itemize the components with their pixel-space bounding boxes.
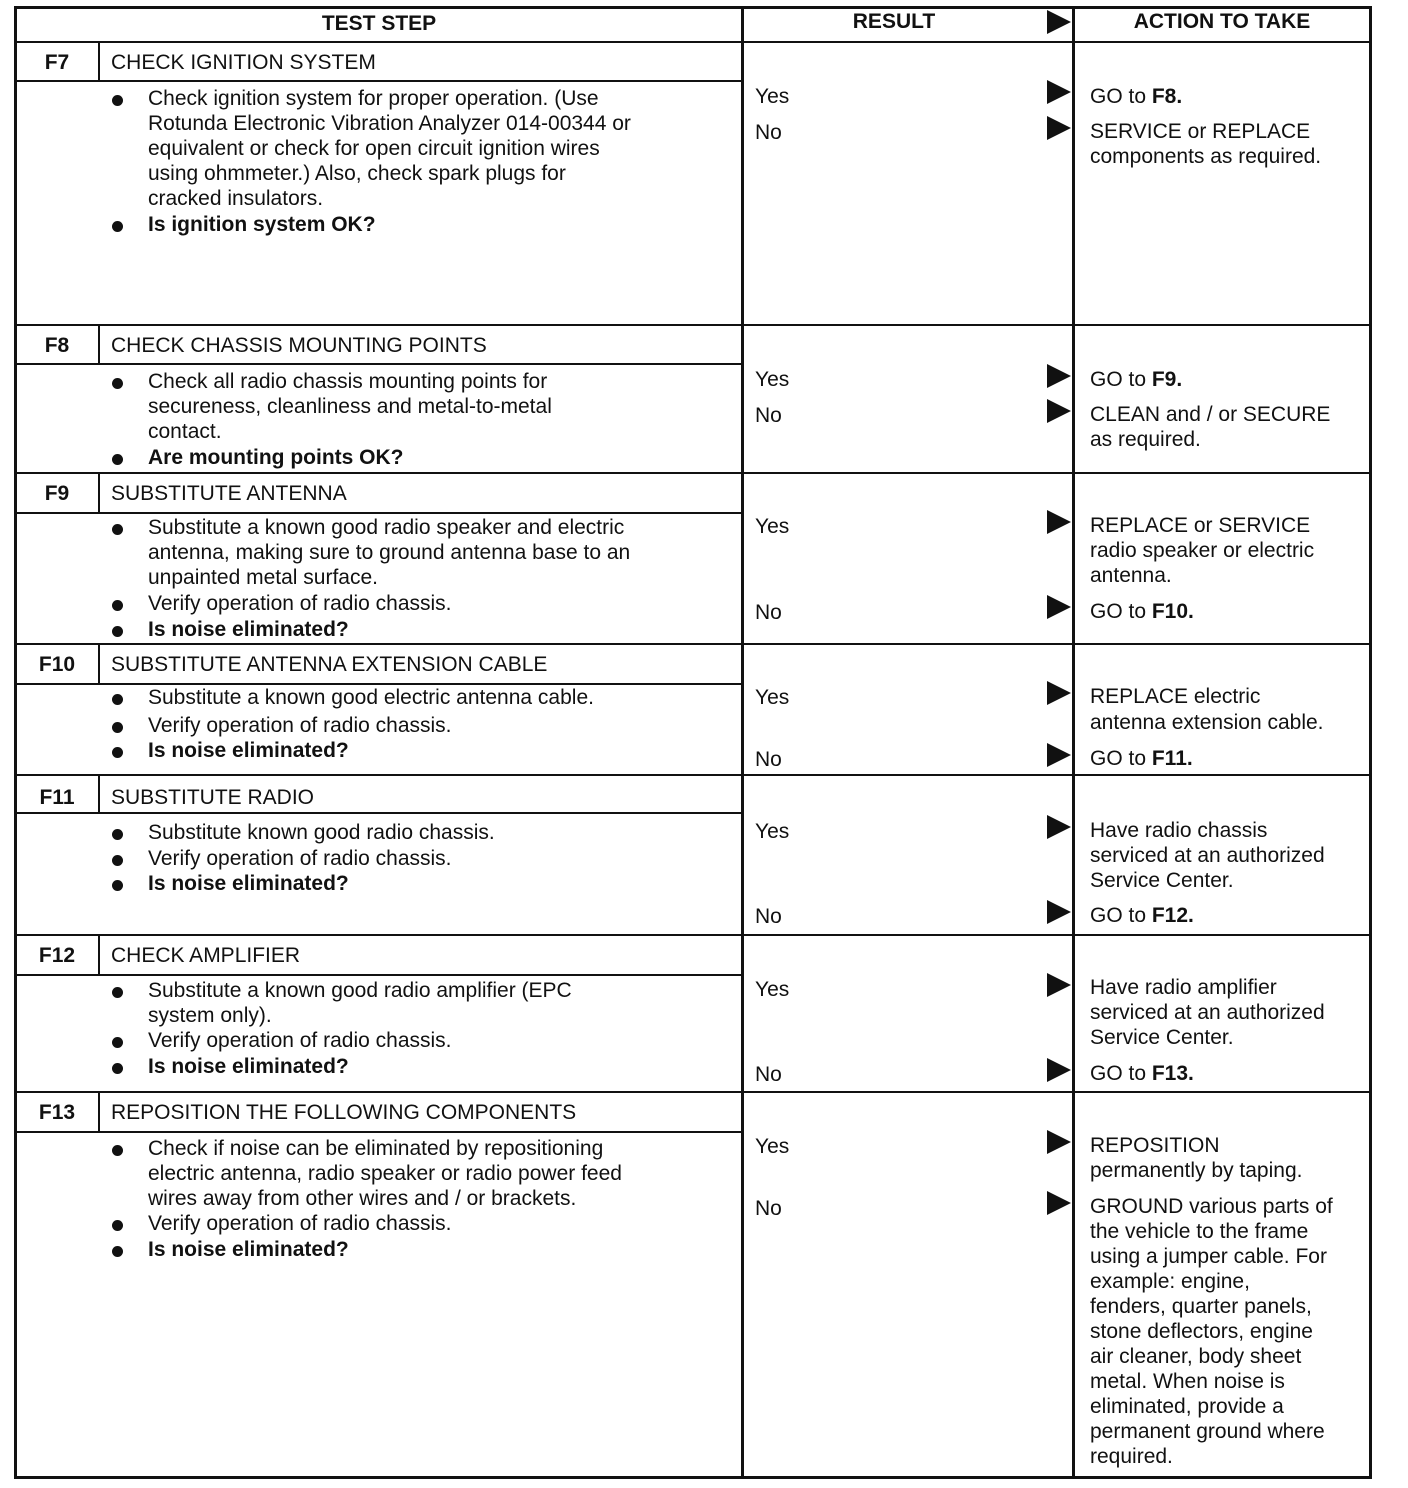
title-box-bottom — [16, 363, 742, 365]
result-no: No — [755, 748, 782, 771]
header-bottom-border — [16, 41, 1372, 43]
title-box-divider — [98, 776, 100, 813]
action-no: as required. — [1090, 428, 1201, 451]
action-yes: REPLACE or SERVICE — [1090, 514, 1311, 537]
bullet-icon — [112, 1220, 123, 1231]
result-no: No — [755, 905, 782, 928]
row-separator — [16, 774, 1372, 776]
action-yes: GO to F8. — [1090, 85, 1183, 108]
step-title-f10: SUBSTITUTE ANTENNA EXTENSION CABLE — [111, 653, 548, 676]
step-line: system only). — [148, 1004, 272, 1027]
bullet-icon — [112, 1037, 123, 1048]
result-no: No — [755, 601, 782, 624]
action-no: GO to F13. — [1090, 1062, 1194, 1085]
action-no: GO to F10. — [1090, 600, 1194, 623]
step-line: Substitute a known good radio speaker and electric — [148, 516, 625, 539]
step-line: contact. — [148, 420, 222, 443]
action-no: the vehicle to the frame — [1090, 1220, 1309, 1243]
step-question: Is noise eliminated? — [148, 739, 349, 762]
action-no: required. — [1090, 1445, 1173, 1468]
step-question: Are mounting points OK? — [148, 446, 404, 469]
title-box-divider — [98, 936, 100, 975]
action-no: SERVICE or REPLACE — [1090, 120, 1311, 143]
arrow-icon — [1047, 1130, 1071, 1154]
step-line: Check ignition system for proper operation. (Use — [148, 87, 599, 110]
step-line: Substitute a known good electric antenna cable. — [148, 686, 594, 709]
step-id-f9: F9 — [44, 482, 70, 505]
result-no: No — [755, 1197, 782, 1220]
title-box-bottom — [16, 812, 742, 814]
step-line: Substitute a known good radio amplifier (EPC — [148, 979, 572, 1002]
bullet-icon — [112, 747, 123, 758]
step-line: cracked insulators. — [148, 187, 324, 210]
action-yes: serviced at an authorized — [1090, 1001, 1325, 1024]
arrow-icon — [1047, 510, 1071, 534]
arrow-icon — [1047, 973, 1071, 997]
bullet-icon — [112, 1246, 123, 1257]
title-box-bottom — [16, 974, 742, 976]
action-no: CLEAN and / or SECURE — [1090, 403, 1331, 426]
action-no: permanent ground where — [1090, 1420, 1325, 1443]
arrow-icon — [1047, 681, 1071, 705]
step-title-f8: CHECK CHASSIS MOUNTING POINTS — [111, 334, 487, 357]
bullet-icon — [112, 378, 123, 389]
action-yes: Service Center. — [1090, 1026, 1234, 1049]
title-box-divider — [98, 1093, 100, 1132]
action-no: metal. When noise is — [1090, 1370, 1285, 1393]
arrow-icon — [1047, 399, 1071, 423]
step-title-f7: CHECK IGNITION SYSTEM — [111, 51, 376, 74]
action-yes: REPOSITION — [1090, 1134, 1220, 1157]
step-line: equivalent or check for open circuit ignition wires — [148, 137, 600, 160]
action-no: example: engine, — [1090, 1270, 1250, 1293]
bullet-icon — [112, 600, 123, 611]
title-box-divider — [98, 645, 100, 684]
title-box-divider — [98, 326, 100, 364]
arrow-icon — [1047, 1058, 1071, 1082]
bullet-icon — [112, 524, 123, 535]
step-id-f12: F12 — [38, 944, 76, 967]
row-separator — [16, 1091, 1372, 1093]
action-no: GO to F11. — [1090, 747, 1193, 770]
result-yes: Yes — [755, 820, 790, 843]
action-no: air cleaner, body sheet — [1090, 1345, 1302, 1368]
bullet-icon — [112, 722, 123, 733]
bullet-icon — [112, 880, 123, 891]
arrow-icon — [1047, 80, 1071, 104]
step-title-f12: CHECK AMPLIFIER — [111, 944, 301, 967]
arrow-icon — [1047, 116, 1071, 140]
action-no: stone deflectors, engine — [1090, 1320, 1313, 1343]
action-column-divider — [1072, 6, 1075, 1479]
arrow-icon — [1047, 815, 1071, 839]
action-yes: GO to F9. — [1090, 368, 1183, 391]
step-line: Substitute known good radio chassis. — [148, 821, 495, 844]
arrow-icon — [1047, 900, 1071, 924]
result-no: No — [755, 1063, 782, 1086]
action-yes: antenna extension cable. — [1090, 711, 1324, 734]
row-separator — [16, 643, 1372, 645]
table-right-border — [1369, 6, 1372, 1479]
title-box-divider — [98, 474, 100, 513]
step-question: Is noise eliminated? — [148, 1238, 349, 1261]
step-line: Verify operation of radio chassis. — [148, 714, 452, 737]
step-question: Is noise eliminated? — [148, 872, 349, 895]
step-line: antenna, making sure to ground antenna base to an — [148, 541, 631, 564]
arrow-icon — [1047, 743, 1071, 767]
action-no: using a jumper cable. For — [1090, 1245, 1327, 1268]
header-test-step: TEST STEP — [321, 12, 437, 35]
step-line: using ohmmeter.) Also, check spark plugs for — [148, 162, 566, 185]
table-left-border — [14, 6, 17, 1479]
bullet-icon — [112, 855, 123, 866]
action-no: components as required. — [1090, 145, 1322, 168]
step-question: Is ignition system OK? — [148, 213, 376, 236]
bullet-icon — [112, 1063, 123, 1074]
result-no: No — [755, 121, 782, 144]
step-line: Verify operation of radio chassis. — [148, 1029, 452, 1052]
step-line: Check if noise can be eliminated by repositioning — [148, 1137, 604, 1160]
result-yes: Yes — [755, 1135, 790, 1158]
action-yes: antenna. — [1090, 564, 1172, 587]
step-line: Check all radio chassis mounting points for — [148, 370, 548, 393]
step-id-f11: F11 — [39, 786, 75, 809]
bullet-icon — [112, 454, 123, 465]
step-line: unpainted metal surface. — [148, 566, 378, 589]
action-yes: Service Center. — [1090, 869, 1234, 892]
step-line: Verify operation of radio chassis. — [148, 1212, 452, 1235]
bullet-icon — [112, 694, 123, 705]
action-yes: permanently by taping. — [1090, 1159, 1303, 1182]
header-result: RESULT — [852, 10, 936, 33]
action-yes: serviced at an authorized — [1090, 844, 1325, 867]
step-question: Is noise eliminated? — [148, 1055, 349, 1078]
step-line: wires away from other wires and / or brackets. — [148, 1187, 577, 1210]
table-bottom-border — [16, 1476, 1372, 1479]
row-separator — [16, 324, 1372, 326]
step-question: Is noise eliminated? — [148, 618, 349, 641]
bullet-icon — [112, 987, 123, 998]
action-no: GO to F12. — [1090, 904, 1194, 927]
step-title-f13: REPOSITION THE FOLLOWING COMPONENTS — [111, 1101, 577, 1124]
action-yes: Have radio chassis — [1090, 819, 1268, 842]
arrow-icon — [1047, 364, 1071, 388]
result-no: No — [755, 404, 782, 427]
result-yes: Yes — [755, 978, 790, 1001]
step-line: Rotunda Electronic Vibration Analyzer 014-00344 or — [148, 112, 631, 135]
result-yes: Yes — [755, 515, 790, 538]
step-id-f10: F10 — [38, 653, 76, 676]
title-box-bottom — [16, 1131, 742, 1133]
step-id-f8: F8 — [44, 334, 70, 357]
step-line: secureness, cleanliness and metal-to-metal — [148, 395, 552, 418]
step-line: electric antenna, radio speaker or radio power feed — [148, 1162, 622, 1185]
result-yes: Yes — [755, 85, 790, 108]
bullet-icon — [112, 829, 123, 840]
header-action: ACTION TO TAKE — [1133, 10, 1311, 33]
result-column-divider — [741, 6, 744, 1479]
action-yes: Have radio amplifier — [1090, 976, 1277, 999]
step-line: Verify operation of radio chassis. — [148, 847, 452, 870]
action-yes: REPLACE electric — [1090, 685, 1261, 708]
row-separator — [16, 934, 1372, 936]
action-yes: radio speaker or electric — [1090, 539, 1315, 562]
arrow-icon — [1047, 1191, 1071, 1215]
step-id-f7: F7 — [44, 51, 70, 74]
result-yes: Yes — [755, 686, 790, 709]
step-id-f13: F13 — [38, 1101, 76, 1124]
title-box-bottom — [16, 80, 742, 82]
action-no: fenders, quarter panels, — [1090, 1295, 1312, 1318]
action-no: eliminated, provide a — [1090, 1395, 1284, 1418]
result-yes: Yes — [755, 368, 790, 391]
bullet-icon — [112, 221, 123, 232]
bullet-icon — [112, 95, 123, 106]
row-separator — [16, 472, 1372, 474]
step-title-f11: SUBSTITUTE RADIO — [111, 786, 315, 809]
table-top-border — [16, 6, 1372, 9]
action-no: GROUND various parts of — [1090, 1195, 1333, 1218]
header-arrow-icon — [1047, 10, 1071, 34]
title-box-divider — [98, 43, 100, 81]
title-box-bottom — [16, 512, 742, 514]
bullet-icon — [112, 626, 123, 637]
bullet-icon — [112, 1145, 123, 1156]
arrow-icon — [1047, 595, 1071, 619]
step-title-f9: SUBSTITUTE ANTENNA — [111, 482, 347, 505]
step-line: Verify operation of radio chassis. — [148, 592, 452, 615]
